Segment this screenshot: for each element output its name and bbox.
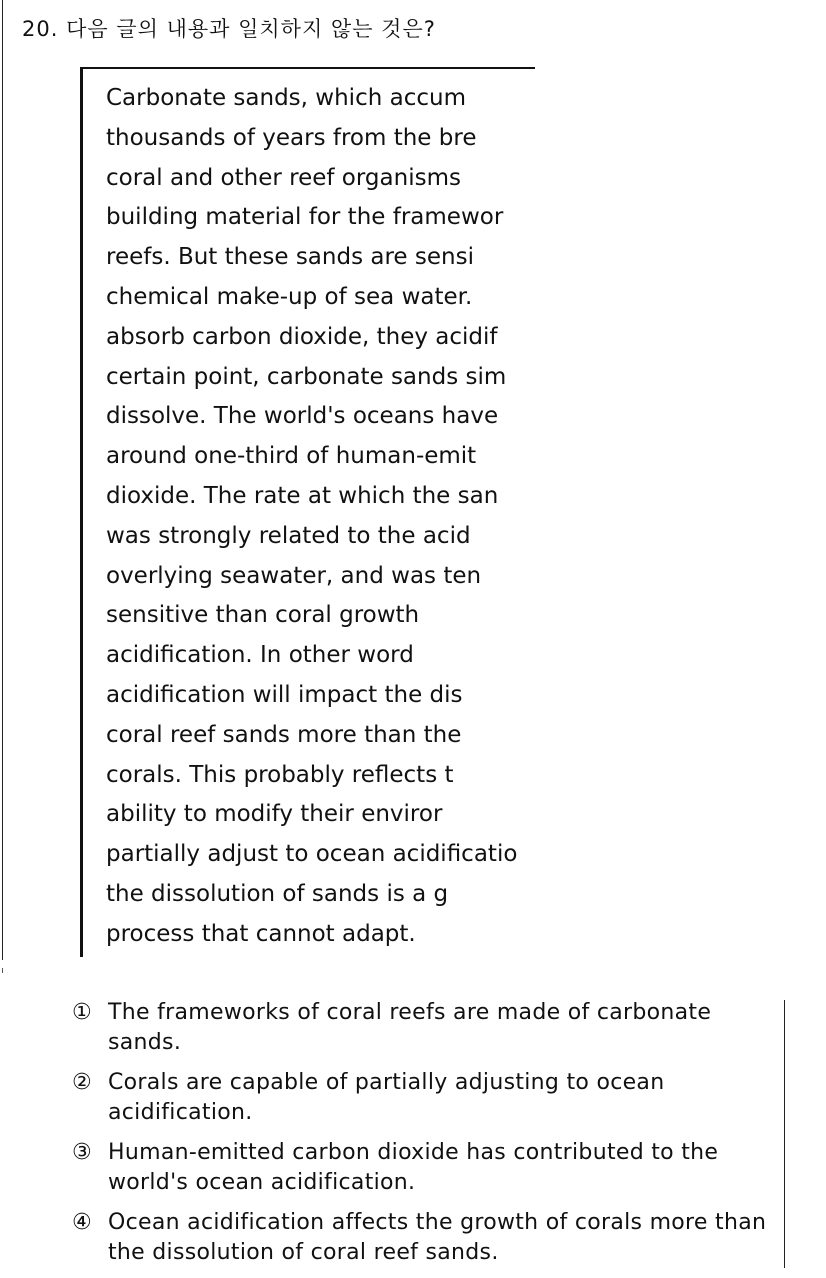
margin-tick xyxy=(2,968,3,973)
question-title: 20. 다음 글의 내용과 일치하지 않는 것은? xyxy=(22,17,436,41)
right-margin-rule xyxy=(784,1000,785,1268)
option-marker: ② xyxy=(72,1070,93,1095)
passage-line: sensitive than coral growth xyxy=(106,602,420,629)
option-1[interactable] xyxy=(70,998,780,1058)
answer-options xyxy=(70,998,780,1278)
left-margin-rule xyxy=(2,0,3,960)
passage-line: the dissolution of sands is a g xyxy=(106,880,449,907)
passage-line: ability to modify their enviror xyxy=(106,801,443,828)
option-text: Corals are capable of partially adjusting to ocean acidification. xyxy=(108,1070,665,1125)
option-marker: ④ xyxy=(72,1210,93,1235)
passage-line: certain point, carbonate sands sim xyxy=(106,363,507,390)
passage-line: building material for the framewor xyxy=(106,204,504,231)
passage-line: process that cannot adapt. xyxy=(106,920,416,947)
passage-box xyxy=(80,67,535,957)
passage-line: corals. This probably reflects t xyxy=(106,761,454,788)
option-2[interactable] xyxy=(70,1068,780,1128)
passage-line: was strongly related to the acid xyxy=(106,522,471,549)
option-text: The frameworks of coral reefs are made of carbonate sands. xyxy=(108,1000,712,1055)
passage-line: around one-third of human-emit xyxy=(106,443,477,470)
option-4[interactable] xyxy=(70,1208,780,1268)
passage-line: Carbonate sands, which accum xyxy=(106,85,466,111)
option-marker: ③ xyxy=(72,1140,93,1165)
passage-line: absorb carbon dioxide, they acidif xyxy=(106,323,498,350)
passage-line: chemical make-up of sea water. xyxy=(106,283,473,310)
passage-line: coral reef sands more than the xyxy=(106,721,462,748)
option-text: Human-emitted carbon dioxide has contributed to the world's ocean acidification. xyxy=(108,1140,719,1195)
passage-line: coral and other reef organisms xyxy=(106,164,461,191)
passage-line: thousands of years from the bre xyxy=(106,124,477,151)
option-text: Ocean acidification affects the growth of corals more than the dissolution of coral reef sands. xyxy=(108,1210,767,1265)
passage-line: partially adjust to ocean acidificatio xyxy=(106,841,518,868)
option-marker: ① xyxy=(72,1000,93,1025)
passage-line: reefs. But these sands are sensi xyxy=(106,244,474,271)
passage-line: acidification. In other word xyxy=(106,642,414,669)
passage-line: acidification will impact the dis xyxy=(106,681,463,708)
option-3[interactable] xyxy=(70,1138,780,1198)
passage-line: overlying seawater, and was ten xyxy=(106,562,482,589)
passage-line: dissolve. The world's oceans have xyxy=(106,403,499,430)
passage-line: dioxide. The rate at which the san xyxy=(106,482,499,509)
passage-text xyxy=(106,83,517,957)
